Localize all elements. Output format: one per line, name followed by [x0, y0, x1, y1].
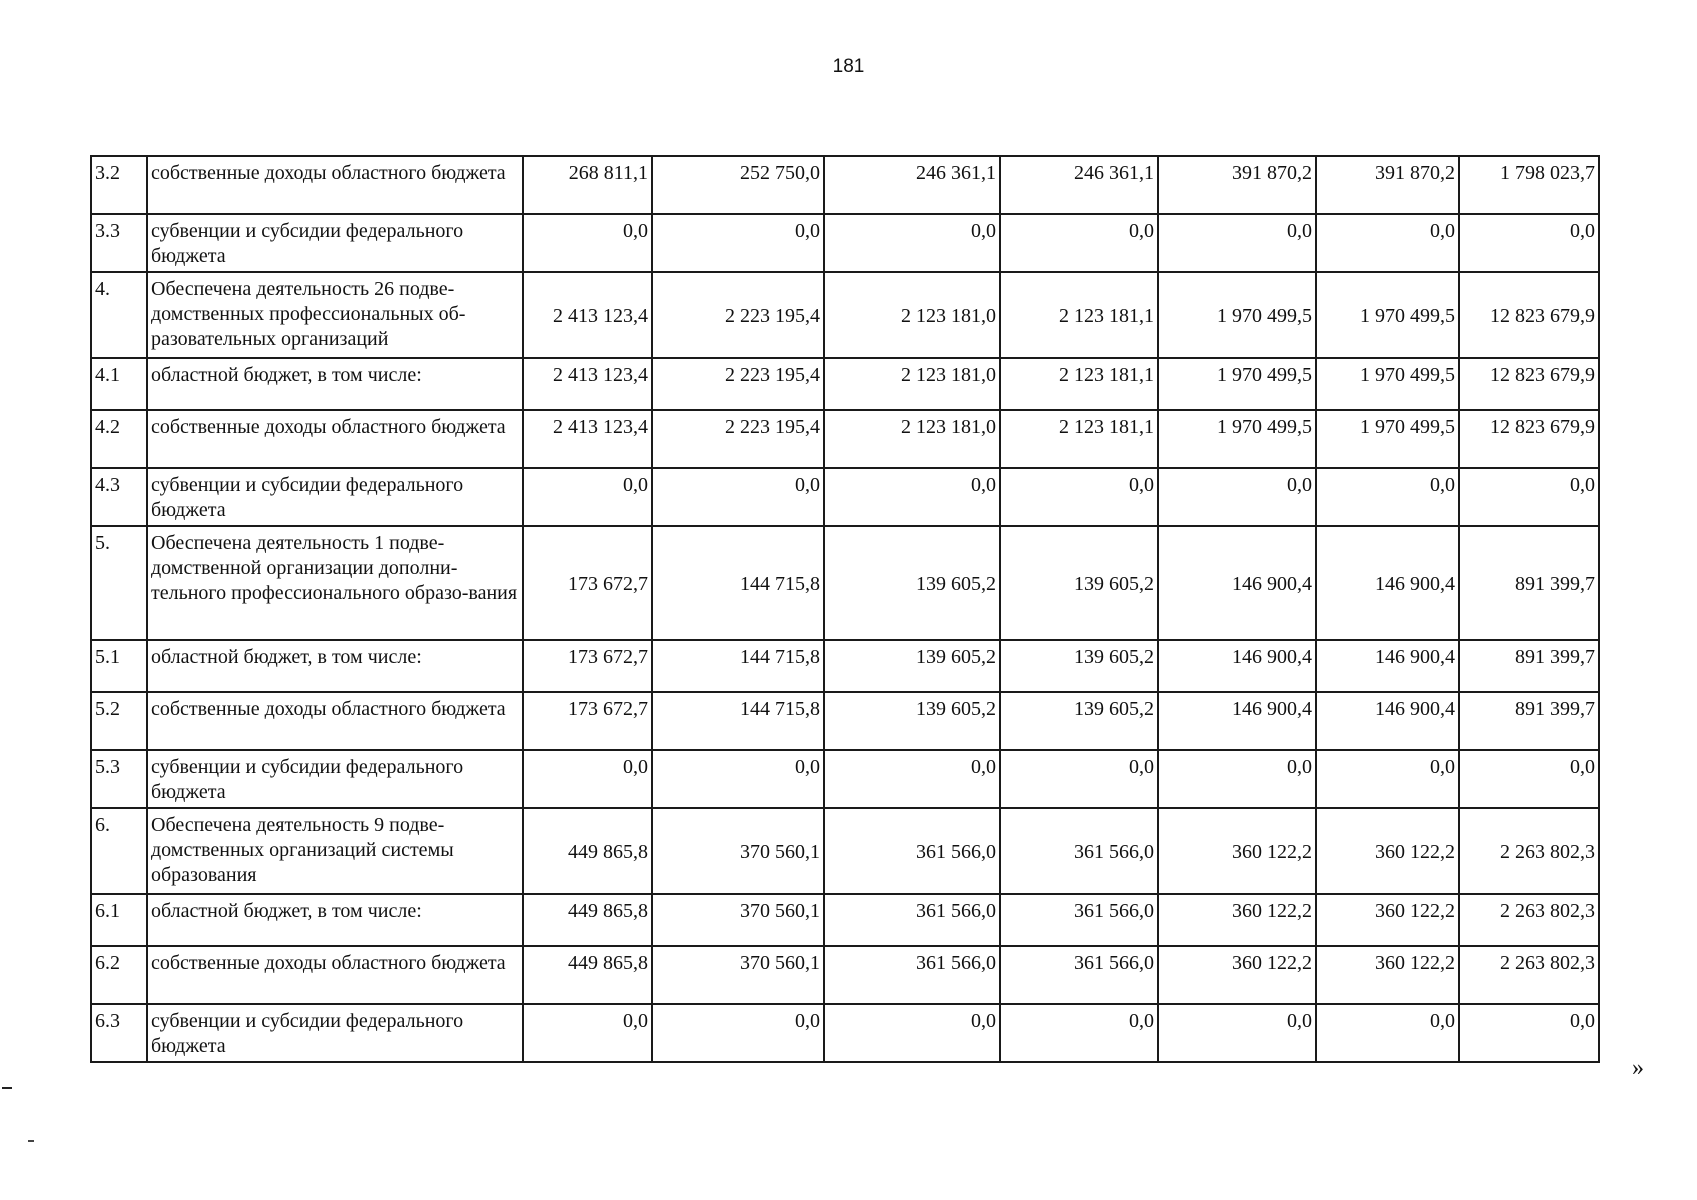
- value-cell: 146 900,4: [1158, 692, 1316, 750]
- value-cell: 1 970 499,5: [1158, 410, 1316, 468]
- value-cell: 0,0: [1000, 1004, 1158, 1062]
- value-cell: 0,0: [523, 468, 652, 526]
- value-cell: 449 865,8: [523, 894, 652, 946]
- value-cell: 139 605,2: [824, 526, 1000, 640]
- value-cell: 0,0: [824, 214, 1000, 272]
- value-cell: 173 672,7: [523, 692, 652, 750]
- row-name: субвенции и субсидии федерального бюджета: [147, 750, 523, 808]
- value-cell: 2 123 181,0: [824, 272, 1000, 358]
- row-name: собственные доходы областного бюджета: [147, 410, 523, 468]
- value-cell: 0,0: [1316, 468, 1459, 526]
- row-code: 5.1: [91, 640, 147, 692]
- value-cell: 0,0: [1158, 214, 1316, 272]
- value-cell: 2 123 181,1: [1000, 272, 1158, 358]
- value-cell: 146 900,4: [1158, 526, 1316, 640]
- value-cell: 252 750,0: [652, 156, 824, 214]
- value-cell: 0,0: [1459, 468, 1599, 526]
- value-cell: 391 870,2: [1158, 156, 1316, 214]
- value-cell: 449 865,8: [523, 946, 652, 1004]
- value-cell: 173 672,7: [523, 640, 652, 692]
- value-cell: 449 865,8: [523, 808, 652, 894]
- value-cell: 246 361,1: [824, 156, 1000, 214]
- value-cell: 144 715,8: [652, 526, 824, 640]
- value-cell: 268 811,1: [523, 156, 652, 214]
- value-cell: 1 970 499,5: [1158, 358, 1316, 410]
- value-cell: 0,0: [1316, 214, 1459, 272]
- value-cell: 0,0: [1316, 1004, 1459, 1062]
- value-cell: 0,0: [652, 214, 824, 272]
- row-code: 3.2: [91, 156, 147, 214]
- value-cell: 361 566,0: [824, 946, 1000, 1004]
- row-code: 5.3: [91, 750, 147, 808]
- budget-table: [90, 155, 1600, 1063]
- value-cell: 1 970 499,5: [1158, 272, 1316, 358]
- closing-quote-mark: »: [1632, 1055, 1644, 1081]
- row-name: субвенции и субсидии федерального бюджета: [147, 468, 523, 526]
- value-cell: 2 223 195,4: [652, 358, 824, 410]
- value-cell: 146 900,4: [1316, 640, 1459, 692]
- value-cell: 139 605,2: [824, 640, 1000, 692]
- value-cell: 2 413 123,4: [523, 410, 652, 468]
- value-cell: 1 798 023,7: [1459, 156, 1599, 214]
- value-cell: 2 263 802,3: [1459, 808, 1599, 894]
- row-name: Обеспечена деятельность 9 подве-домственных организаций системы образования: [147, 808, 523, 894]
- table-row: [91, 1004, 1599, 1062]
- value-cell: 891 399,7: [1459, 640, 1599, 692]
- value-cell: 0,0: [1158, 468, 1316, 526]
- value-cell: 0,0: [1459, 214, 1599, 272]
- value-cell: 361 566,0: [1000, 946, 1158, 1004]
- value-cell: 2 223 195,4: [652, 272, 824, 358]
- row-name: собственные доходы областного бюджета: [147, 946, 523, 1004]
- value-cell: 0,0: [1000, 468, 1158, 526]
- value-cell: 144 715,8: [652, 640, 824, 692]
- value-cell: 370 560,1: [652, 946, 824, 1004]
- value-cell: 0,0: [1000, 750, 1158, 808]
- row-code: 3.3: [91, 214, 147, 272]
- value-cell: 246 361,1: [1000, 156, 1158, 214]
- value-cell: 0,0: [1459, 750, 1599, 808]
- value-cell: 146 900,4: [1316, 526, 1459, 640]
- value-cell: 2 123 181,0: [824, 358, 1000, 410]
- value-cell: 370 560,1: [652, 808, 824, 894]
- row-code: 4.3: [91, 468, 147, 526]
- value-cell: 0,0: [824, 1004, 1000, 1062]
- row-code: 6.1: [91, 894, 147, 946]
- row-code: 6.: [91, 808, 147, 894]
- value-cell: 2 263 802,3: [1459, 946, 1599, 1004]
- table-row: [91, 640, 1599, 692]
- value-cell: 12 823 679,9: [1459, 410, 1599, 468]
- value-cell: 1 970 499,5: [1316, 410, 1459, 468]
- value-cell: 0,0: [652, 750, 824, 808]
- margin-dash: [2, 1087, 12, 1089]
- row-name: областной бюджет, в том числе:: [147, 358, 523, 410]
- value-cell: 2 123 181,1: [1000, 410, 1158, 468]
- value-cell: 173 672,7: [523, 526, 652, 640]
- value-cell: 0,0: [1000, 214, 1158, 272]
- table-row: [91, 410, 1599, 468]
- value-cell: 0,0: [1158, 1004, 1316, 1062]
- row-name: собственные доходы областного бюджета: [147, 156, 523, 214]
- row-name: субвенции и субсидии федерального бюджета: [147, 1004, 523, 1062]
- value-cell: 0,0: [523, 750, 652, 808]
- value-cell: 361 566,0: [824, 808, 1000, 894]
- value-cell: 139 605,2: [1000, 692, 1158, 750]
- value-cell: 360 122,2: [1158, 946, 1316, 1004]
- row-name: областной бюджет, в том числе:: [147, 640, 523, 692]
- value-cell: 1 970 499,5: [1316, 272, 1459, 358]
- value-cell: 891 399,7: [1459, 526, 1599, 640]
- value-cell: 2 123 181,1: [1000, 358, 1158, 410]
- table-row: [91, 750, 1599, 808]
- table-row: [91, 156, 1599, 214]
- row-name: собственные доходы областного бюджета: [147, 692, 523, 750]
- value-cell: 12 823 679,9: [1459, 358, 1599, 410]
- row-code: 6.3: [91, 1004, 147, 1062]
- table-row: [91, 808, 1599, 894]
- page-number: 181: [832, 56, 865, 77]
- value-cell: 0,0: [824, 750, 1000, 808]
- value-cell: 146 900,4: [1158, 640, 1316, 692]
- value-cell: 360 122,2: [1316, 894, 1459, 946]
- table-row: [91, 214, 1599, 272]
- value-cell: 0,0: [652, 468, 824, 526]
- value-cell: 360 122,2: [1316, 946, 1459, 1004]
- value-cell: 0,0: [1316, 750, 1459, 808]
- row-name: областной бюджет, в том числе:: [147, 894, 523, 946]
- table-row: [91, 946, 1599, 1004]
- value-cell: 361 566,0: [1000, 808, 1158, 894]
- table-row: [91, 468, 1599, 526]
- margin-dot: [28, 1140, 34, 1142]
- value-cell: 144 715,8: [652, 692, 824, 750]
- table-row: [91, 894, 1599, 946]
- value-cell: 12 823 679,9: [1459, 272, 1599, 358]
- value-cell: 2 413 123,4: [523, 272, 652, 358]
- value-cell: 0,0: [1158, 750, 1316, 808]
- value-cell: 2 263 802,3: [1459, 894, 1599, 946]
- row-code: 4.1: [91, 358, 147, 410]
- value-cell: 891 399,7: [1459, 692, 1599, 750]
- row-code: 5.: [91, 526, 147, 640]
- value-cell: 2 413 123,4: [523, 358, 652, 410]
- row-name: Обеспечена деятельность 26 подве-домственных профессиональных об-разовательных организаций: [147, 272, 523, 358]
- row-code: 4.2: [91, 410, 147, 468]
- value-cell: 2 223 195,4: [652, 410, 824, 468]
- value-cell: 139 605,2: [824, 692, 1000, 750]
- value-cell: 139 605,2: [1000, 526, 1158, 640]
- value-cell: 361 566,0: [1000, 894, 1158, 946]
- value-cell: 360 122,2: [1316, 808, 1459, 894]
- value-cell: 139 605,2: [1000, 640, 1158, 692]
- value-cell: 0,0: [523, 214, 652, 272]
- table-row: [91, 692, 1599, 750]
- value-cell: 360 122,2: [1158, 894, 1316, 946]
- table-row: [91, 358, 1599, 410]
- row-name: субвенции и субсидии федерального бюджета: [147, 214, 523, 272]
- value-cell: 146 900,4: [1316, 692, 1459, 750]
- value-cell: 0,0: [523, 1004, 652, 1062]
- value-cell: 1 970 499,5: [1316, 358, 1459, 410]
- value-cell: 0,0: [824, 468, 1000, 526]
- table-row: [91, 272, 1599, 358]
- row-code: 4.: [91, 272, 147, 358]
- value-cell: 0,0: [652, 1004, 824, 1062]
- value-cell: 391 870,2: [1316, 156, 1459, 214]
- value-cell: 370 560,1: [652, 894, 824, 946]
- table-row: [91, 526, 1599, 640]
- value-cell: 2 123 181,0: [824, 410, 1000, 468]
- value-cell: 360 122,2: [1158, 808, 1316, 894]
- row-code: 5.2: [91, 692, 147, 750]
- row-code: 6.2: [91, 946, 147, 1004]
- row-name: Обеспечена деятельность 1 подве-домственной организации дополни-тельного профессионального образо-вания: [147, 526, 523, 640]
- value-cell: 361 566,0: [824, 894, 1000, 946]
- value-cell: 0,0: [1459, 1004, 1599, 1062]
